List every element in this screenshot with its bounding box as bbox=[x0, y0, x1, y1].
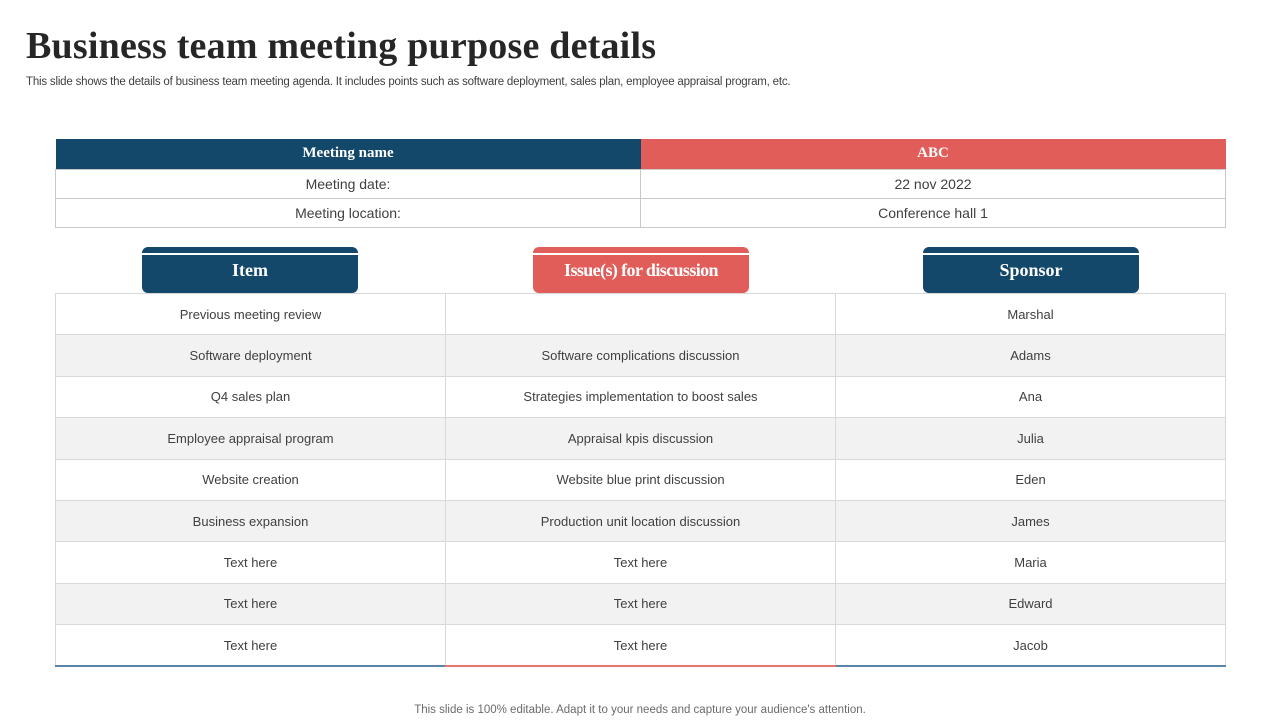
meeting-info-row bbox=[56, 198, 1226, 227]
slide-subtitle: This slide shows the details of business team meeting agenda. It includes points such as software deployment, sales plan, employee appraisal program, etc. bbox=[26, 76, 791, 88]
meeting-date-label: Meeting date: bbox=[56, 169, 641, 198]
item-cell: Text here bbox=[56, 583, 446, 624]
meeting-info-table bbox=[55, 139, 1226, 228]
item-cell: Business expansion bbox=[56, 500, 446, 541]
item-cell: Employee appraisal program bbox=[56, 418, 446, 459]
sponsor-cell: Jacob bbox=[836, 625, 1226, 666]
table-row bbox=[56, 376, 1226, 417]
sponsor-cell: Marshal bbox=[836, 294, 1226, 335]
sponsor-cell: Adams bbox=[836, 335, 1226, 376]
item-cell: Q4 sales plan bbox=[56, 376, 446, 417]
table-row bbox=[56, 459, 1226, 500]
meeting-info-row bbox=[56, 169, 1226, 198]
column-header-issues: Issue(s) for discussion bbox=[533, 247, 749, 293]
meeting-date-value: 22 nov 2022 bbox=[641, 169, 1226, 198]
issue-cell: Appraisal kpis discussion bbox=[446, 418, 836, 459]
issue-cell: Website blue print discussion bbox=[446, 459, 836, 500]
meeting-name-value: ABC bbox=[641, 139, 1226, 169]
table-row bbox=[56, 418, 1226, 459]
column-header-item: Item bbox=[142, 247, 358, 293]
table-row bbox=[56, 583, 1226, 624]
meeting-location-label: Meeting location: bbox=[56, 198, 641, 227]
meeting-location-value: Conference hall 1 bbox=[641, 198, 1226, 227]
table-row bbox=[56, 625, 1226, 666]
agenda-table bbox=[55, 293, 1226, 667]
sponsor-cell: Eden bbox=[836, 459, 1226, 500]
meeting-info-header-row bbox=[56, 139, 1226, 169]
sponsor-cell: Ana bbox=[836, 376, 1226, 417]
issue-cell: Production unit location discussion bbox=[446, 500, 836, 541]
item-cell: Text here bbox=[56, 542, 446, 583]
sponsor-cell: James bbox=[836, 500, 1226, 541]
item-cell: Previous meeting review bbox=[56, 294, 446, 335]
sponsor-cell: Maria bbox=[836, 542, 1226, 583]
issue-cell: Text here bbox=[446, 542, 836, 583]
slide-title: Business team meeting purpose details bbox=[26, 25, 657, 67]
table-row bbox=[56, 500, 1226, 541]
issue-cell: Text here bbox=[446, 625, 836, 666]
item-cell: Text here bbox=[56, 625, 446, 666]
meeting-name-label: Meeting name bbox=[56, 139, 641, 169]
issue-cell: Software complications discussion bbox=[446, 335, 836, 376]
slide-footer-note: This slide is 100% editable. Adapt it to your needs and capture your audience's attention. bbox=[414, 704, 866, 716]
issue-cell bbox=[446, 294, 836, 335]
issue-cell: Text here bbox=[446, 583, 836, 624]
column-header-sponsor: Sponsor bbox=[923, 247, 1139, 293]
table-row bbox=[56, 542, 1226, 583]
item-cell: Software deployment bbox=[56, 335, 446, 376]
table-row bbox=[56, 335, 1226, 376]
sponsor-cell: Edward bbox=[836, 583, 1226, 624]
issue-cell: Strategies implementation to boost sales bbox=[446, 376, 836, 417]
sponsor-cell: Julia bbox=[836, 418, 1226, 459]
item-cell: Website creation bbox=[56, 459, 446, 500]
table-row bbox=[56, 294, 1226, 335]
